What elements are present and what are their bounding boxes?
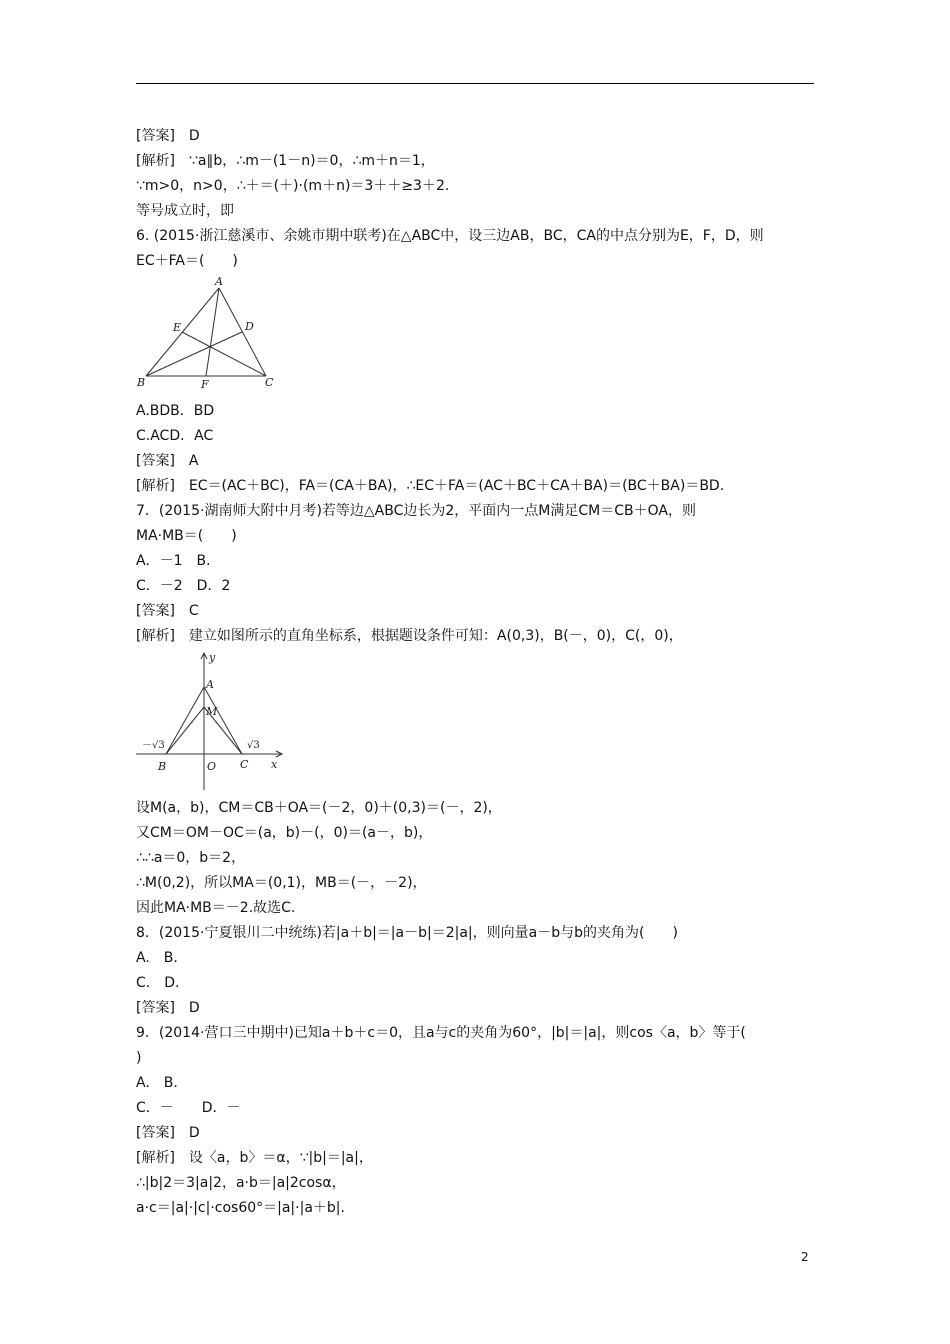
- label-B: B: [137, 376, 146, 389]
- analysis-7-line-1: [解析] 建立如图所示的直角坐标系，根据题设条件可知：A(0,3)，B(－，0)，C(，0)，: [136, 628, 683, 644]
- question-8-options-ab: A. B.: [136, 950, 178, 966]
- point-label-C: C: [240, 758, 249, 771]
- coordinate-figure: [136, 650, 286, 790]
- analysis-7-line-5: ∴M(0,2)，所以MA＝(0,1)，MB＝(－，－2)，: [136, 875, 427, 891]
- analysis-5-line-3: 等号成立时，即: [136, 203, 234, 219]
- tick-label-neg-sqrt3: －√3: [142, 740, 165, 751]
- question-9-line-2: ): [136, 1050, 142, 1066]
- point-label-A: A: [206, 678, 214, 691]
- question-7-options-ab: A．－1 B．: [136, 553, 221, 569]
- question-6-line-2: EC＋FA＝( ): [136, 253, 238, 269]
- question-9-options-cd: C．－ D．－: [136, 1100, 241, 1116]
- analysis-5-line-1: [解析] ∵a∥b，∴m－(1－n)＝0，∴m＋n＝1，: [136, 153, 435, 169]
- label-C: C: [265, 376, 274, 389]
- question-9-line-1: 9．(2014·营口三中期中)已知a＋b＋c＝0，且a与c的夹角为60°，|b|＝|a|，则cos〈a，b〉等于(: [136, 1025, 746, 1041]
- question-6-options-cd: C.ACD．AC: [136, 428, 214, 444]
- point-label-B: B: [158, 760, 167, 773]
- axis-label-y: y: [209, 651, 216, 664]
- analysis-9-line-1: [解析] 设〈a，b〉＝α，∵|b|＝|a|，: [136, 1150, 373, 1166]
- axis-label-x: x: [271, 758, 278, 771]
- label-E: E: [173, 321, 182, 334]
- analysis-7-line-2: 设M(a，b)，CM＝CB＋OA＝(－2，0)＋(0,3)＝(－，2)，: [136, 800, 502, 816]
- triangle-figure: [136, 274, 276, 392]
- analysis-7-line-3: 又CM＝OM－OC＝(a，b)－(，0)＝(a－，b)，: [136, 825, 433, 841]
- point-label-M: M: [206, 705, 218, 718]
- answer-9: [答案] D: [136, 1125, 200, 1141]
- question-9-options-ab: A. B.: [136, 1075, 178, 1091]
- question-6-options-ab: A.BDB．BD: [136, 403, 215, 419]
- answer-7: [答案] C: [136, 603, 199, 619]
- analysis-7-line-4: ∴∴a＝0，b＝2，: [136, 850, 246, 866]
- label-A: A: [215, 275, 223, 288]
- analysis-9-line-2: ∴|b|2＝3|a|2，a·b＝|a|2cosα，: [136, 1175, 346, 1191]
- question-8-options-cd: C. D.: [136, 975, 180, 991]
- analysis-6: [解析] EC＝(AC＋BC)，FA＝(CA＋BA)，∴EC＋FA＝(AC＋BC＋CA＋BA)＝(BC＋BA)＝BD.: [136, 478, 725, 494]
- tick-label-sqrt3: √3: [247, 740, 260, 751]
- analysis-7-line-6: 因此MA·MB＝－2.故选C.: [136, 900, 296, 916]
- question-7-options-cd: C．－2 D．2: [136, 578, 231, 594]
- label-D: D: [245, 320, 254, 333]
- analysis-5-line-2: ∵m>0，n>0，∴＋＝(＋)·(m＋n)＝3＋＋≥3＋2.: [136, 178, 450, 194]
- answer-6: [答案] A: [136, 453, 199, 469]
- question-7-line-2: MA·MB＝( ): [136, 528, 237, 544]
- page-number: 2: [801, 1250, 809, 1264]
- header-rule: [136, 83, 814, 84]
- answer-8: [答案] D: [136, 1000, 200, 1016]
- point-label-O: O: [207, 760, 217, 773]
- question-8: 8．(2015·宁夏银川二中统练)若|a＋b|＝|a－b|＝2|a|，则向量a－b与b的夹角为( ): [136, 925, 678, 941]
- question-7-line-1: 7．(2015·湖南师大附中月考)若等边△ABC边长为2，平面内一点M满足CM＝CB＋OA，则: [136, 503, 696, 519]
- label-F: F: [201, 378, 209, 391]
- question-6-line-1: 6. (2015·浙江慈溪市、余姚市期中联考)在△ABC中，设三边AB，BC，CA的中点分别为E，F，D，则: [136, 228, 764, 244]
- analysis-9-line-3: a·c＝|a|·|c|·cos60°＝|a|·|a＋b|.: [136, 1200, 345, 1216]
- answer-5: [答案] D: [136, 128, 200, 144]
